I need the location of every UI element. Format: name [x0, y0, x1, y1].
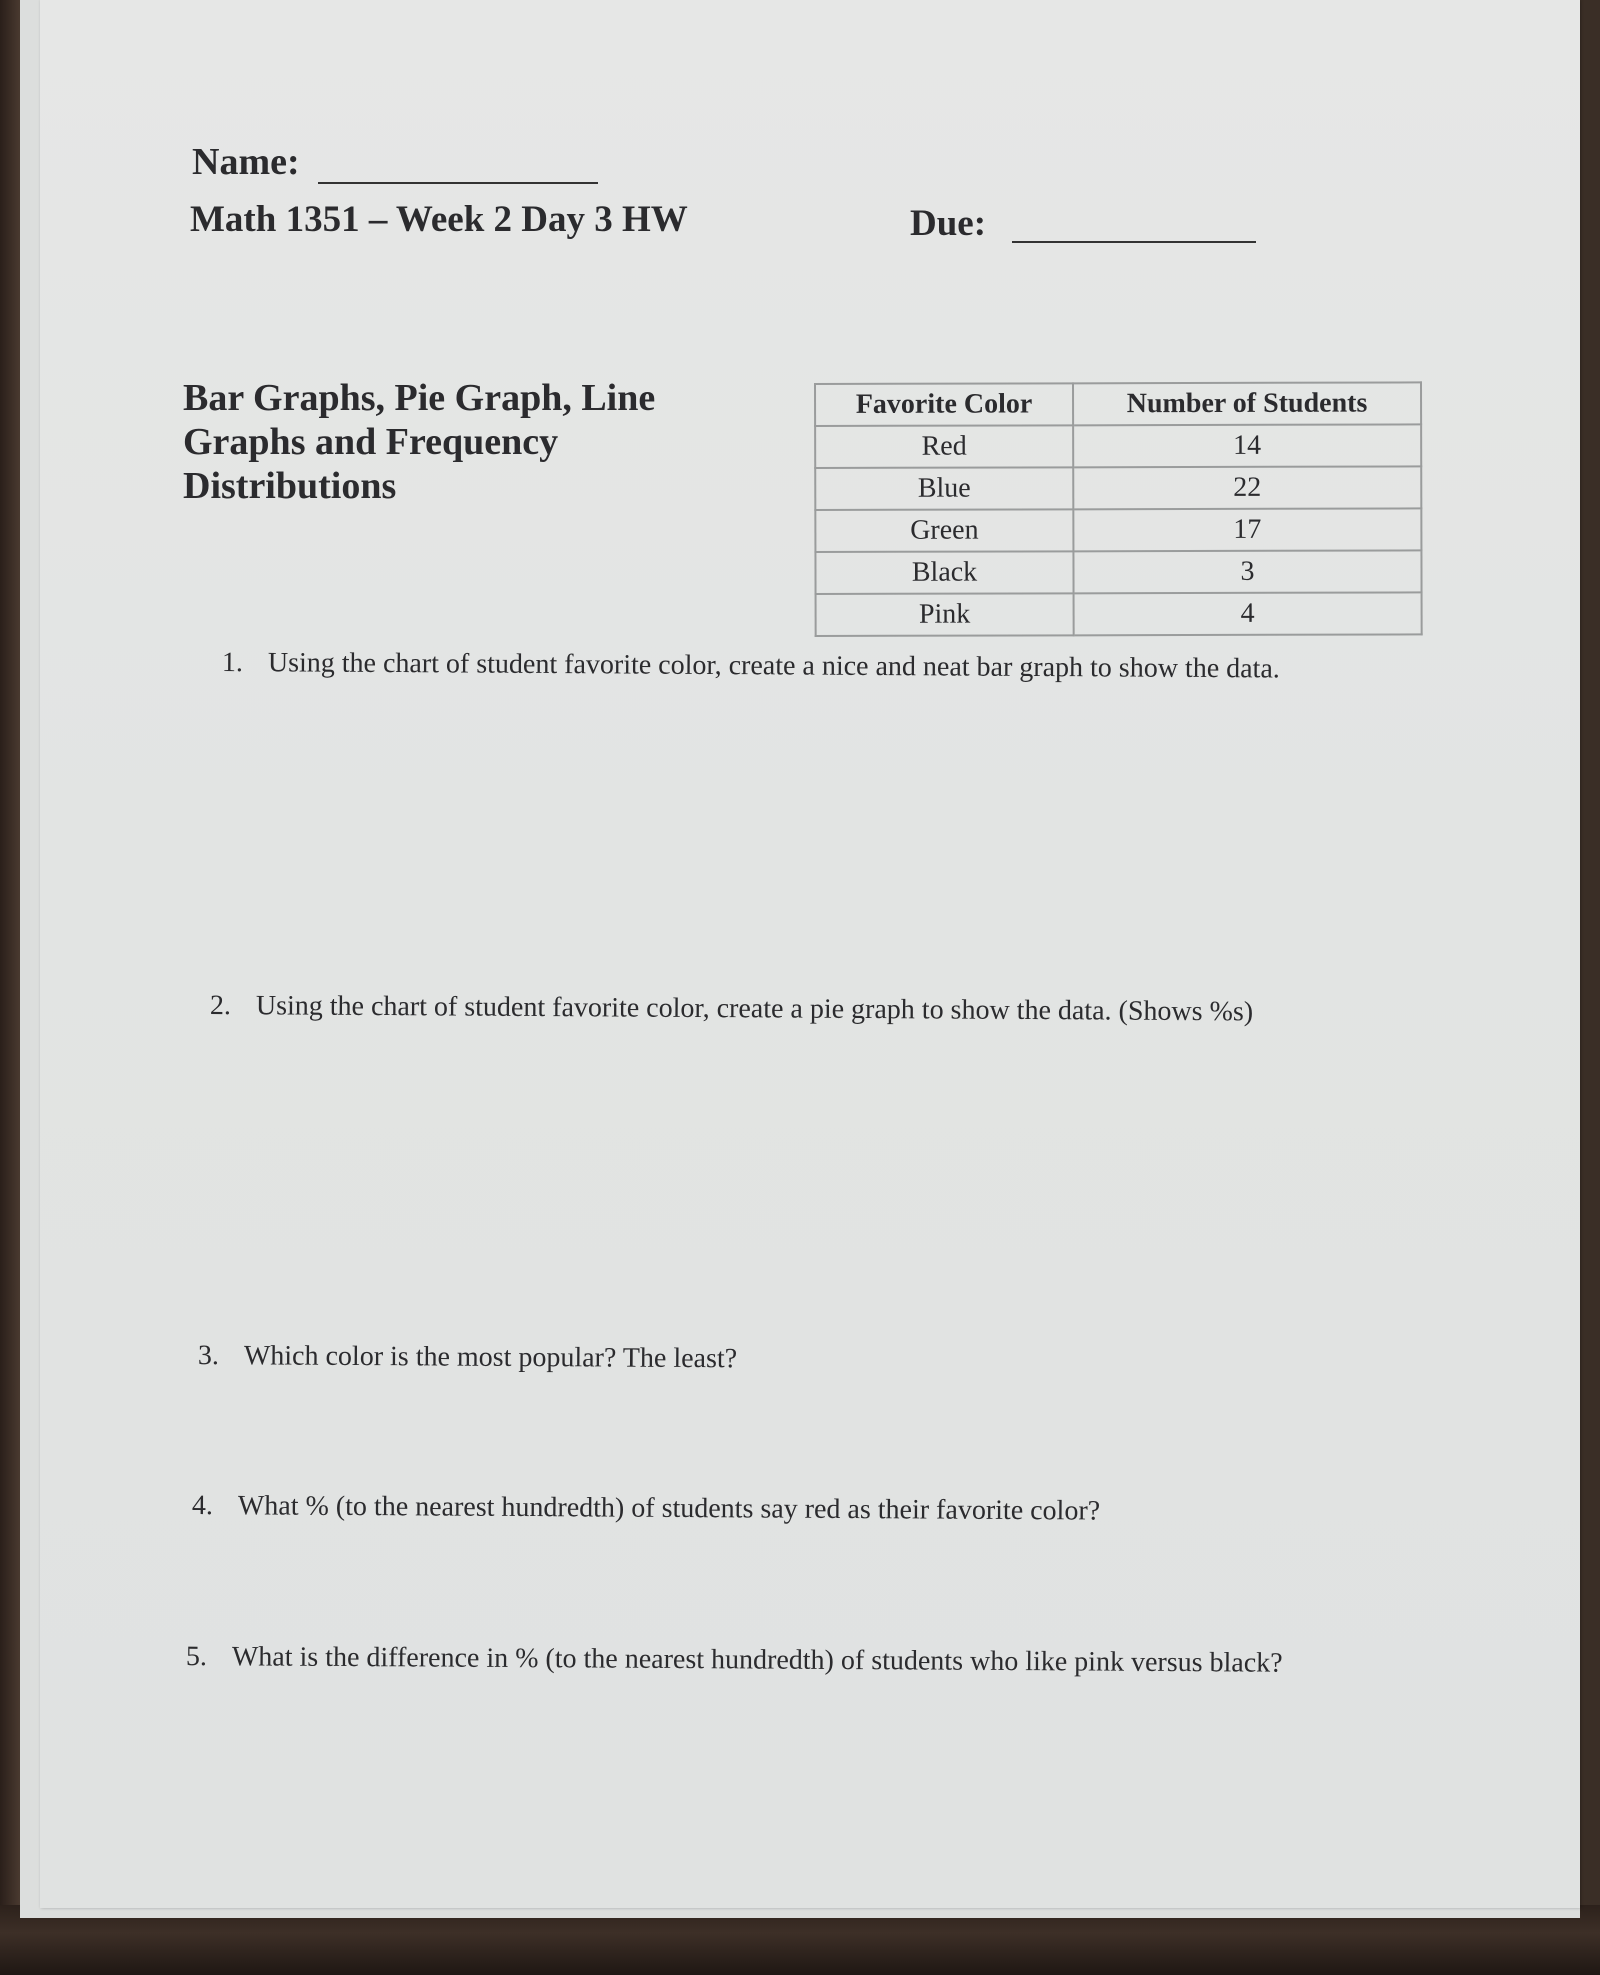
name-label: Name: [192, 141, 300, 183]
table-row [815, 508, 1421, 552]
name-blank-line [318, 182, 598, 184]
due-blank-line [1012, 241, 1256, 243]
table-row [815, 424, 1421, 468]
column-header-count: Number of Students [1073, 382, 1421, 425]
color-cell: Green [815, 509, 1073, 552]
question-4 [192, 1490, 1100, 1528]
section-title-line: Bar Graphs, Pie Graph, Line [183, 377, 656, 419]
question-text: What % (to the nearest hundredth) of students say red as their favorite color? [237, 1490, 1101, 1527]
question-number: 5. [185, 1641, 207, 1673]
question-text: What is the difference in % (to the nearest hundredth) of students who like pink versus black? [231, 1641, 1283, 1679]
course-title: Math 1351 – Week 2 Day 3 HW [190, 199, 688, 240]
table-row [815, 550, 1421, 594]
table-row [815, 466, 1421, 510]
table-header-row [815, 382, 1421, 426]
question-number: 1. [221, 647, 243, 679]
favorite-color-table [814, 381, 1423, 637]
question-number: 2. [209, 990, 231, 1022]
question-2 [210, 990, 1253, 1028]
count-cell: 14 [1073, 424, 1421, 467]
question-text: Which color is the most popular? The least? [243, 1340, 738, 1375]
question-number: 3. [197, 1340, 219, 1372]
section-title [183, 376, 743, 508]
question-5 [186, 1641, 1283, 1680]
section-title-line: Graphs and Frequency [183, 421, 559, 463]
color-cell: Red [815, 425, 1073, 468]
question-text: Using the chart of student favorite color, create a pie graph to show the data. (Shows %s) [255, 990, 1254, 1028]
color-cell: Black [815, 551, 1073, 594]
question-text: Using the chart of student favorite color, create a nice and neat bar graph to show the data. [267, 647, 1280, 685]
worksheet-page [40, 0, 1580, 1908]
question-number: 4. [191, 1490, 213, 1522]
count-cell: 22 [1073, 466, 1421, 509]
table-row [816, 592, 1422, 636]
due-label: Due: [910, 203, 987, 244]
count-cell: 3 [1073, 550, 1421, 593]
question-1 [222, 647, 1280, 685]
count-cell: 17 [1073, 508, 1421, 551]
color-cell: Pink [816, 593, 1074, 636]
column-header-color: Favorite Color [815, 383, 1073, 426]
section-title-line: Distributions [183, 465, 397, 507]
color-cell: Blue [815, 467, 1073, 510]
question-3 [198, 1340, 737, 1375]
count-cell: 4 [1074, 592, 1422, 635]
